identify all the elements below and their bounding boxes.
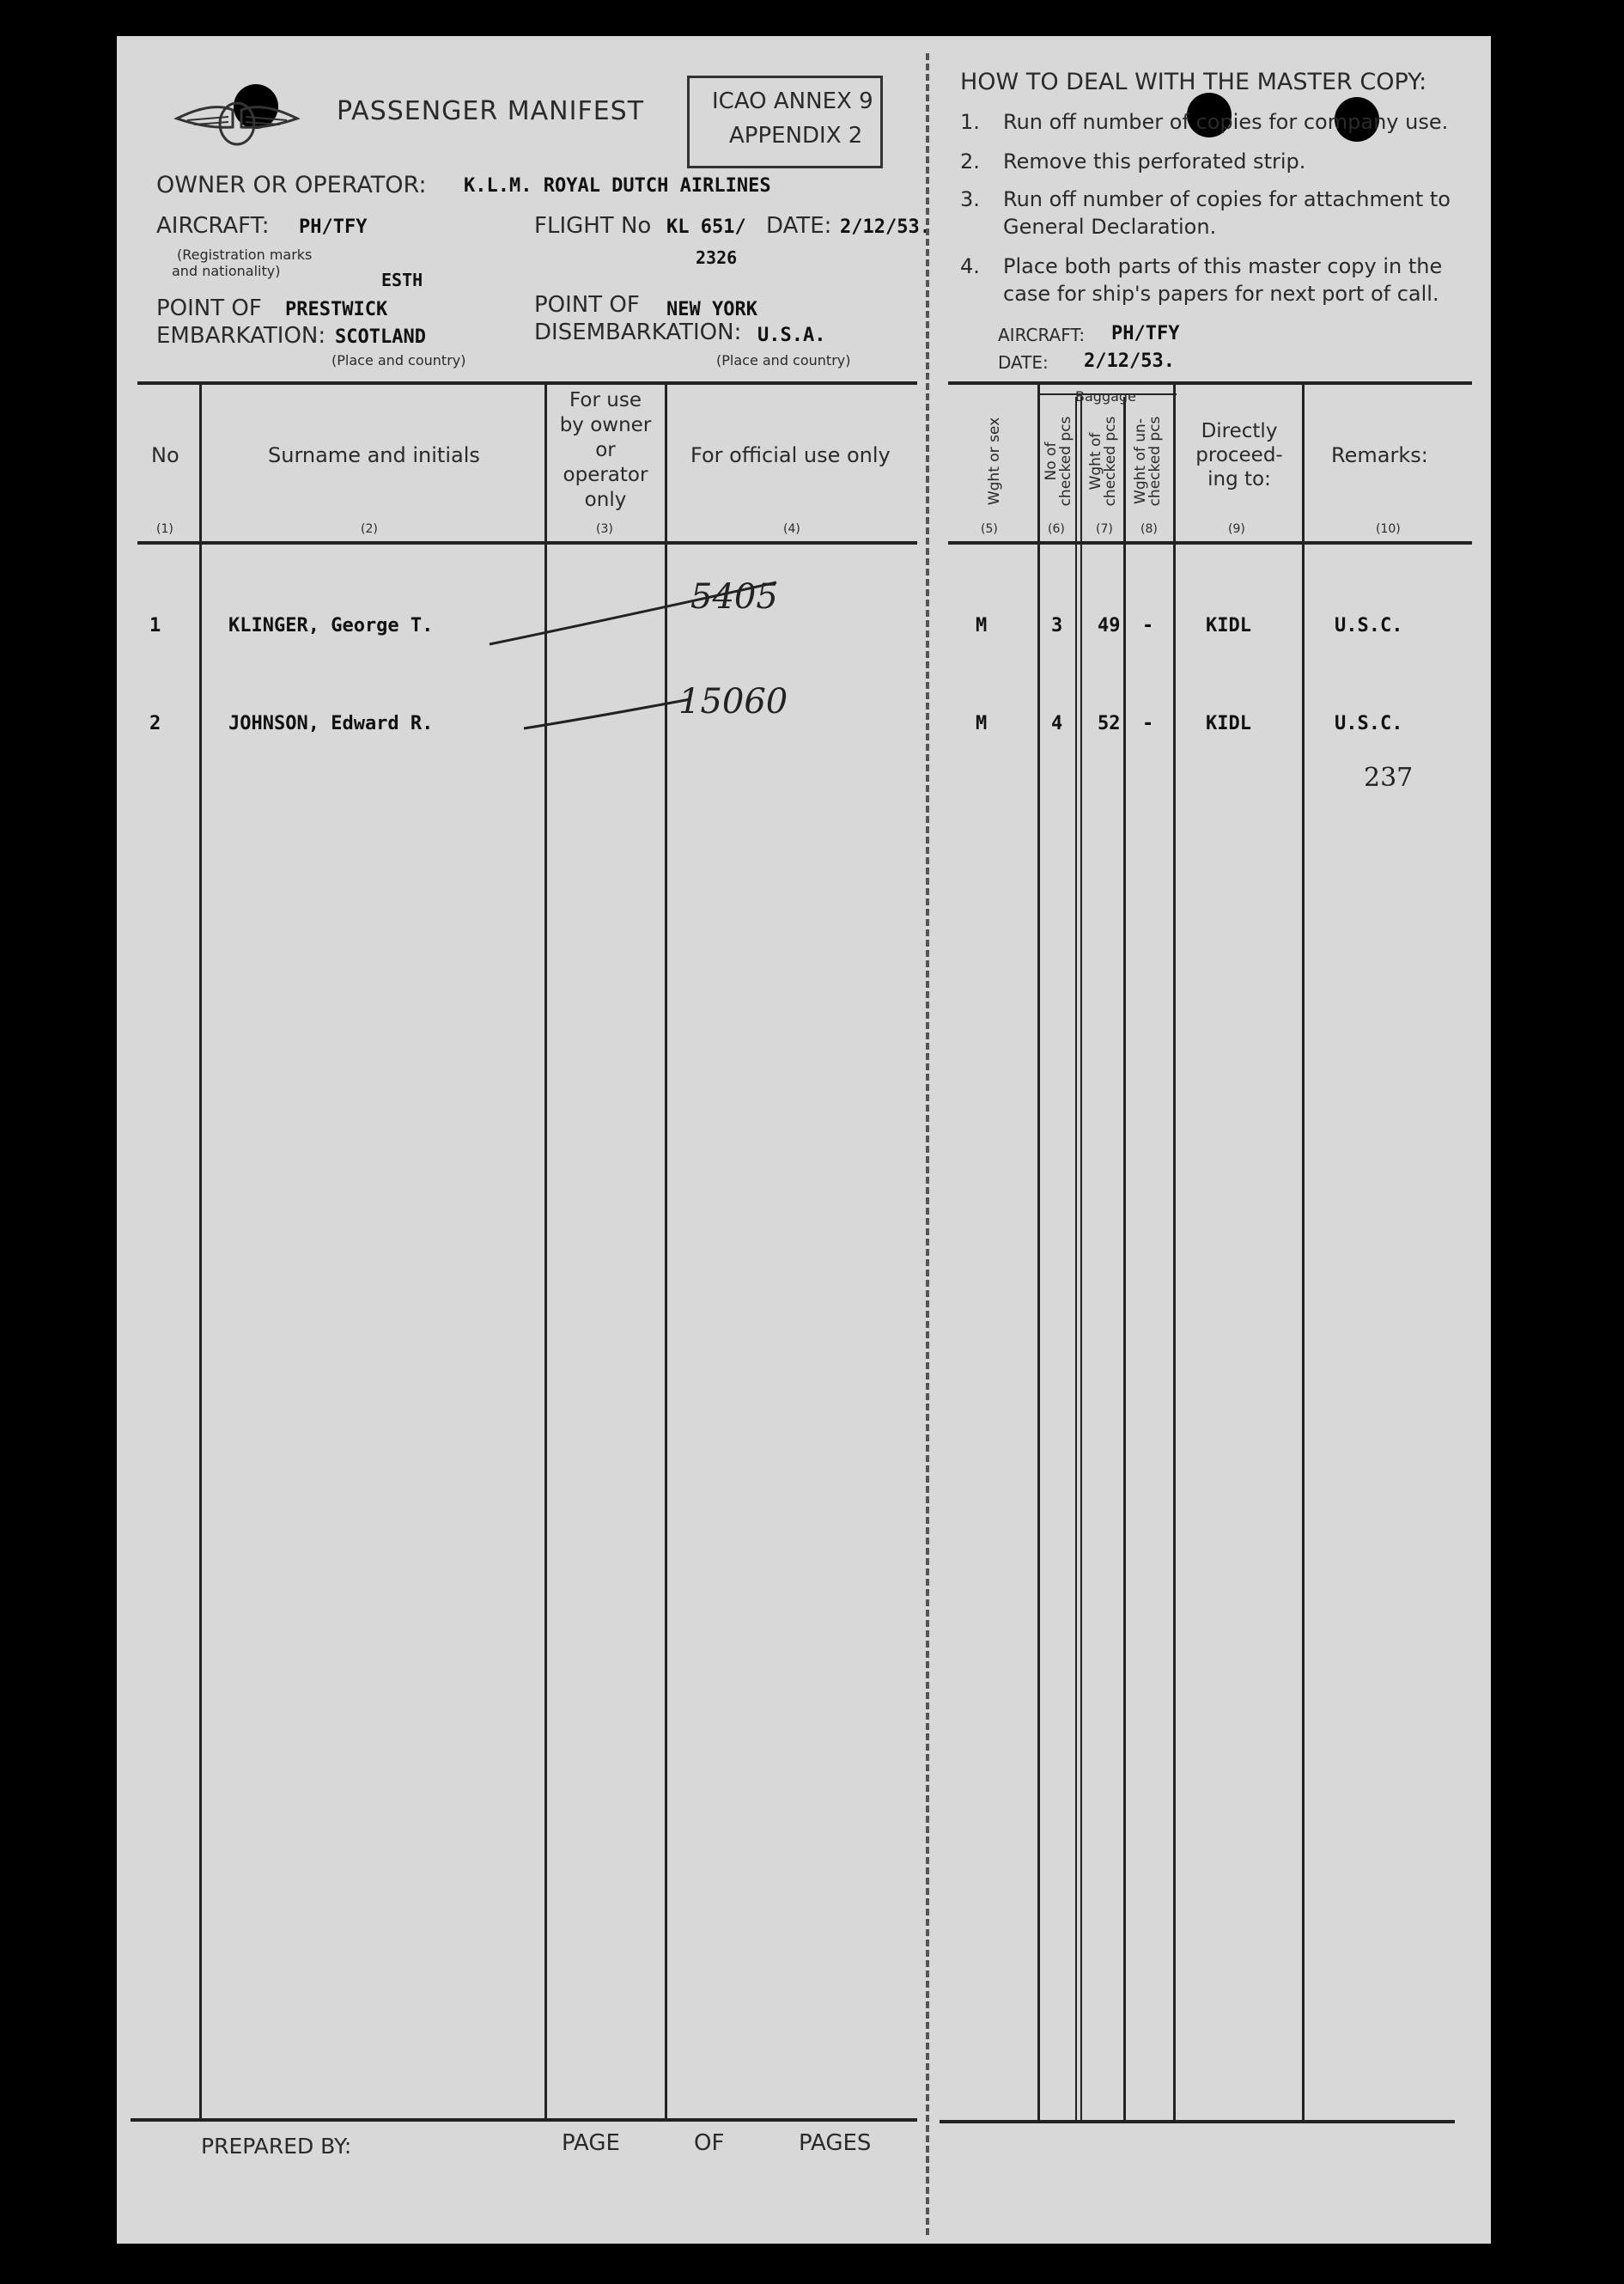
col-directly-header <box>1177 419 1302 491</box>
instr-3-text-1: Run off number of copies for attachment to <box>1003 187 1451 211</box>
col-line <box>1123 397 1126 2120</box>
row-remarks: U.S.C. <box>1335 713 1403 734</box>
manifest-sheet <box>117 36 1491 2244</box>
col-sex-header: Wght or sex <box>986 417 1003 506</box>
col-num-8: (8) <box>1140 522 1158 536</box>
aircraft-sub-1: (Registration marks <box>177 247 313 263</box>
row-no: 1 <box>149 615 161 636</box>
baggage-header: Baggage <box>1075 388 1136 405</box>
aircraft-sub-2: and nationality) <box>172 263 281 279</box>
checked-pcs-l1: No of <box>1043 442 1060 481</box>
owner-use-l2: by owner <box>559 414 652 436</box>
date-label: DATE: <box>766 213 832 239</box>
page-label: PAGE <box>562 2130 620 2156</box>
owner-value: K.L.M. ROYAL DUTCH AIRLINES <box>464 175 771 197</box>
col-num-10: (10) <box>1376 522 1401 536</box>
disembark-value-1: NEW YORK <box>666 299 757 320</box>
unchecked-l1: Wght of un- <box>1132 418 1149 504</box>
embark-value-2: SCOTLAND <box>335 326 426 348</box>
prepared-by-label: PREPARED BY: <box>201 2134 352 2159</box>
row-name: KLINGER, George T. <box>228 615 434 636</box>
instr-3-text-2: General Declaration. <box>1003 215 1217 239</box>
col-line <box>1037 383 1040 2120</box>
instr-4-num: 4. <box>960 254 980 278</box>
strip-date-value: 2/12/53. <box>1084 350 1175 372</box>
col-num-5: (5) <box>981 522 998 536</box>
checked-pcs-l2: checked pcs <box>1057 416 1074 507</box>
embark-label-1: POINT OF <box>156 295 262 321</box>
row-dest: KIDL <box>1206 713 1251 734</box>
instr-4-text-2: case for ship's papers for next port of call. <box>1003 282 1439 306</box>
row-sex: M <box>976 615 988 636</box>
bottom-rule-left <box>131 2118 917 2122</box>
instr-3-num: 3. <box>960 187 980 211</box>
owner-use-l4: operator <box>563 464 648 486</box>
checked-wght-l1: Wght of <box>1087 432 1104 490</box>
klm-wings-logo <box>168 84 306 153</box>
disembark-label-1: POINT OF <box>534 292 640 318</box>
owner-use-l5: only <box>584 489 627 511</box>
row-pcs: 4 <box>1051 713 1063 734</box>
instructions-title: HOW TO DEAL WITH THE MASTER COPY: <box>960 69 1427 95</box>
embark-label-2: EMBARKATION: <box>156 323 326 349</box>
directly-l3: ing to: <box>1207 468 1271 490</box>
row-unchecked: - <box>1142 615 1154 636</box>
col-num-3: (3) <box>596 522 613 536</box>
owner-use-l3: or <box>595 439 616 461</box>
col-owner-use-header <box>546 388 665 513</box>
bottom-rule-right <box>940 2120 1455 2123</box>
row-dest: KIDL <box>1206 615 1251 636</box>
row-wght: 49 <box>1098 615 1121 636</box>
directly-l2: proceed- <box>1195 444 1283 466</box>
col-num-2: (2) <box>361 522 378 536</box>
strip-date-label: DATE: <box>998 352 1049 373</box>
row-sex: M <box>976 713 988 734</box>
row-unchecked: - <box>1142 713 1154 734</box>
aircraft-value: PH/TFY <box>299 216 368 238</box>
aircraft-extra: ESTH <box>381 270 423 290</box>
flight-value: KL 651/ <box>666 216 746 238</box>
icao-box <box>687 76 883 168</box>
header-bottom-rule-right <box>948 541 1472 545</box>
row-official: 15060 <box>678 682 788 722</box>
table-top-rule-left <box>137 381 917 385</box>
of-label: OF <box>694 2130 725 2156</box>
row-pcs: 3 <box>1051 615 1063 636</box>
flight-label: FLIGHT No <box>534 213 652 239</box>
owner-use-l1: For use <box>569 389 642 411</box>
disembark-label-2: DISEMBARKATION: <box>534 320 742 345</box>
col-num-9: (9) <box>1228 522 1245 536</box>
strip-aircraft-label: AIRCRAFT: <box>998 325 1086 345</box>
instr-2-text: Remove this perforated strip. <box>1003 149 1306 174</box>
pen-stroke <box>520 692 701 735</box>
col-official-header: For official use only <box>690 443 891 467</box>
date-value: 2/12/53. <box>840 216 931 238</box>
col-line <box>1075 397 1077 2120</box>
unchecked-l2: checked pcs <box>1147 416 1164 507</box>
header-bottom-rule-left <box>137 541 917 545</box>
col-num-7: (7) <box>1096 522 1113 536</box>
col-unchecked-header <box>1134 397 1163 526</box>
row-no: 2 <box>149 713 161 734</box>
instr-1-num: 1. <box>960 110 980 134</box>
pages-label: PAGES <box>799 2130 872 2156</box>
col-checked-pcs-header <box>1044 397 1074 526</box>
col-surname-header: Surname and initials <box>268 443 480 467</box>
col-line <box>1080 397 1082 2120</box>
col-line <box>1302 383 1305 2120</box>
col-line <box>1173 383 1176 2120</box>
perforation-line <box>926 53 929 2235</box>
disembark-value-2: U.S.A. <box>757 325 826 346</box>
col-num-1: (1) <box>156 522 173 536</box>
document-title: PASSENGER MANIFEST <box>337 96 645 126</box>
icao-appendix: APPENDIX 2 <box>729 123 863 149</box>
table-top-rule-right <box>948 381 1472 385</box>
icao-annex: ICAO ANNEX 9 <box>712 88 873 114</box>
flight-extra: 2326 <box>696 247 738 268</box>
owner-label: OWNER OR OPERATOR: <box>156 172 427 198</box>
aircraft-label: AIRCRAFT: <box>156 213 270 239</box>
row-wght: 52 <box>1098 713 1121 734</box>
strip-aircraft-value: PH/TFY <box>1111 323 1180 344</box>
checked-wght-l2: checked pcs <box>1102 416 1119 507</box>
col-line <box>199 383 202 2118</box>
row-official: 5405 <box>690 577 778 617</box>
row-name: JOHNSON, Edward R. <box>228 713 434 734</box>
instr-2-num: 2. <box>960 149 980 174</box>
stamp-number: 237 <box>1364 763 1414 793</box>
disembark-sub: (Place and country) <box>716 352 851 368</box>
instr-4-text-1: Place both parts of this master copy in the <box>1003 254 1443 278</box>
col-no-header: No <box>151 443 179 467</box>
col-num-4: (4) <box>783 522 800 536</box>
embark-sub: (Place and country) <box>331 352 466 368</box>
col-checked-wght-header <box>1089 397 1118 526</box>
col-num-6: (6) <box>1048 522 1065 536</box>
directly-l1: Directly <box>1201 420 1278 442</box>
col-remarks-header: Remarks: <box>1331 443 1428 467</box>
embark-value-1: PRESTWICK <box>285 299 388 320</box>
row-remarks: U.S.C. <box>1335 615 1403 636</box>
instr-1-text: Run off number of copies for company use. <box>1003 110 1449 134</box>
